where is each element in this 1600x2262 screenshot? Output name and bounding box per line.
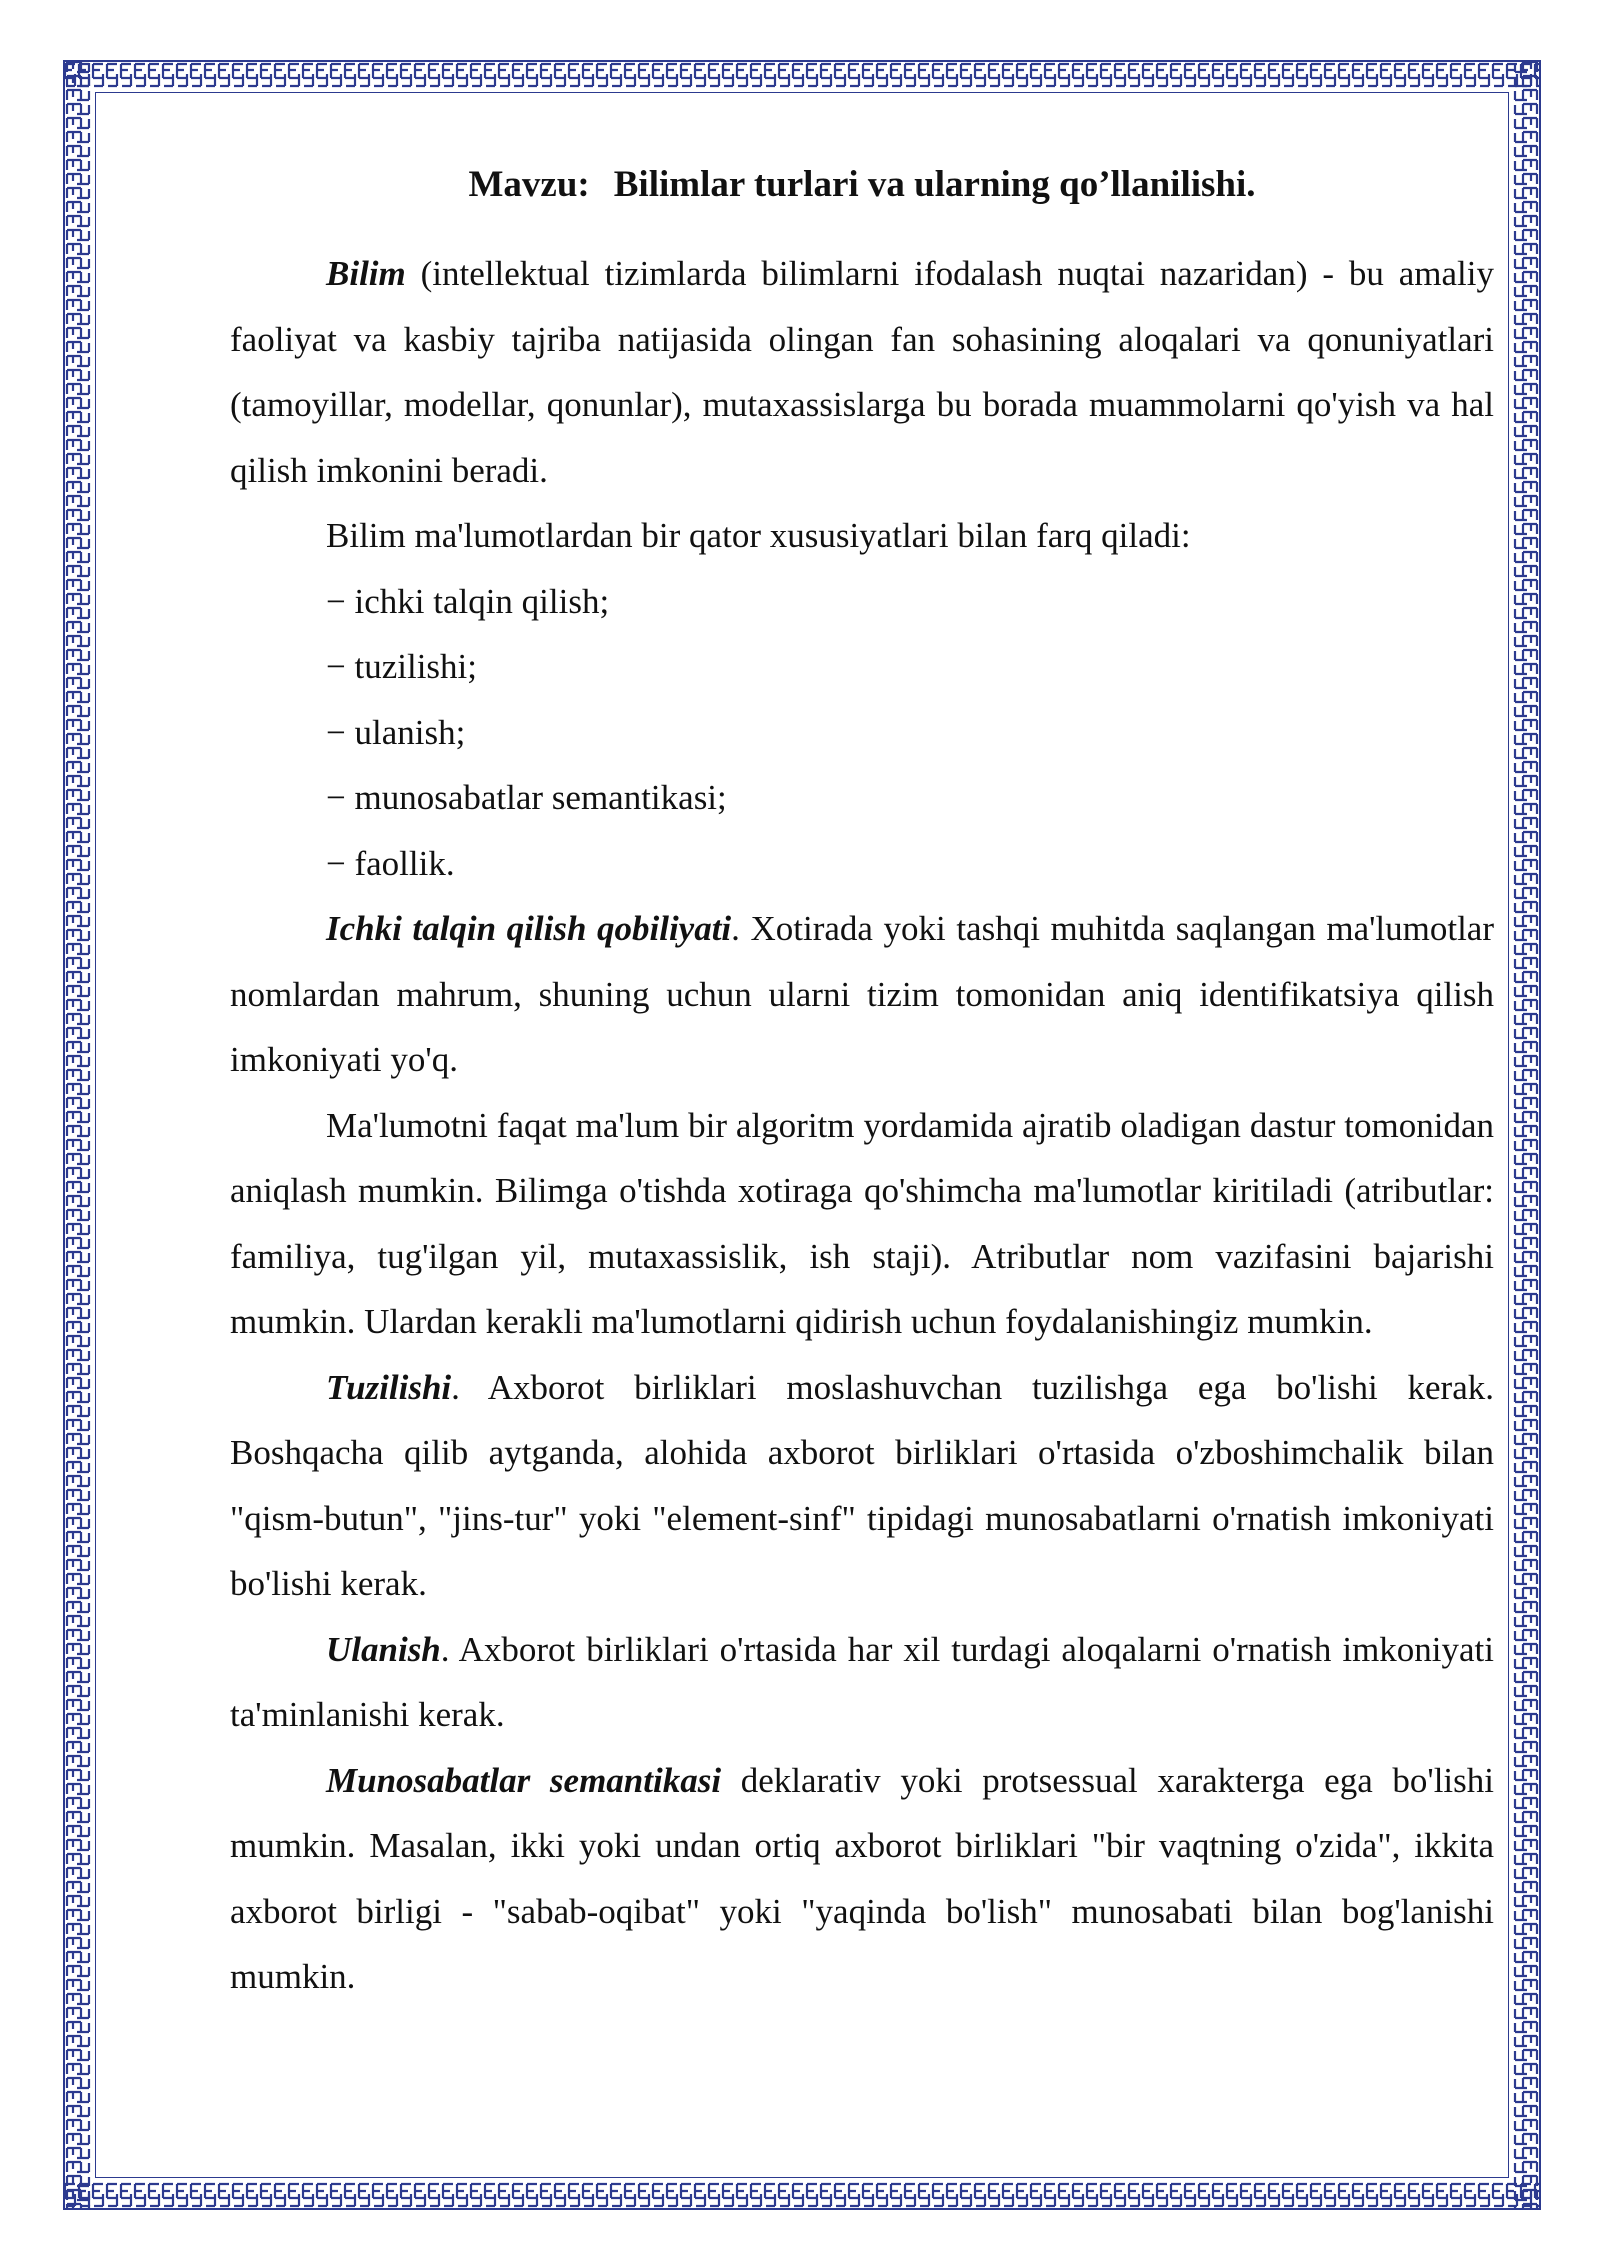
list-item: − ulanish; (326, 712, 466, 752)
paragraph-text: (intellektual tizimlarda bilimlarni ifodalash nuqtai nazaridan) - bu amaliy faoliyat va kasbiy tajriba natijasida olingan fan sohasining aloqalari va qonuniyatlari (tamoyillar, modellar, qonunlar), mutaxassislarga bu borada muammolarni qo'yish va hal qilish imkonini beradi. (230, 254, 1494, 490)
paragraph-definition (230, 241, 1494, 503)
decorative-border-left (63, 60, 95, 2210)
list-item: − tuzilishi; (326, 647, 477, 686)
paragraph-interpretation (230, 896, 1494, 1093)
paragraph-properties-intro (230, 503, 1494, 569)
term-munosabatlar-semantikasi: Munosabatlar semantikasi (326, 1760, 722, 1800)
paragraph-text: . Xotirada yoki tashqi muhitda saqlangan ma'lumotlar nomlardan mahrum, shuning uchun ularni tizim tomonidan aniq identifikatsiya qilish imkoniyati yo'q. (230, 909, 1494, 1079)
paragraph-attributes (230, 1093, 1494, 1355)
term-bilim: Bilim (326, 254, 406, 293)
list-item: − munosabatlar semantikasi; (326, 778, 727, 817)
paragraph-text: Ma'lumotni faqat ma'lum bir algoritm yordamida ajratib oladigan dastur tomonidan aniqlash mumkin. Bilimga o'tishda xotiraga qo'shimcha ma'lumotlar kiritiladi (atributlar: familiya, tug'ilgan yil, mutaxassislik, ish staji). Atributlar nom vazifasini bajarishi mumkin. Ulardan kerakli ma'lumotlarni qidirish uchun foydalanishingiz mumkin. (230, 1105, 1494, 1341)
paragraph-connection (230, 1617, 1494, 1748)
paragraph-text: . Axborot birliklari moslashuvchan tuzilishga ega bo'lishi kerak. Boshqacha qilib aytganda, alohida axborot birliklari o'rtasida o'zboshimchalik bilan "qism-butun", "jins-tur" yoki "element-sinf" tipidagi munosabatlarni o'rnatish imkoniyati bo'lishi kerak. (230, 1367, 1494, 1603)
term-ulanish: Ulanish (326, 1629, 441, 1669)
title-text: Bilimlar turlari va ularning qo’llanilishi. (613, 164, 1256, 205)
paragraph-text: Bilim ma'lumotlardan bir qator xususiyatlari bilan farq qiladi: (326, 516, 1191, 555)
title-label: Mavzu: (468, 164, 590, 205)
document-body (230, 152, 1494, 2010)
decorative-border-right (1509, 60, 1541, 2210)
term-ichki-talqin: Ichki talqin qilish qobiliyati (326, 909, 732, 948)
list-item: − faollik. (326, 843, 455, 883)
paragraph-text: deklarativ yoki protsessual xarakterga ega bo'lishi mumkin. Masalan, ikki yoki undan ortiq axborot birliklari "bir vaqtning o'zida", ikkita axborot birligi - "sabab-oqibat" yoki "yaqinda bo'lish" munosabati bilan bog'lanishi mumkin. (230, 1760, 1494, 1996)
term-tuzilishi: Tuzilishi (326, 1367, 452, 1407)
paragraph-text: . Axborot birliklari o'rtasida har xil turdagi aloqalarni o'rnatish imkoniyati ta'minlanishi kerak. (230, 1629, 1494, 1734)
paragraph-semantics (230, 1748, 1494, 2010)
list-item: − ichki talqin qilish; (326, 581, 610, 621)
paragraph-structure (230, 1355, 1494, 1617)
page-title (230, 152, 1494, 217)
decorative-border-bottom (63, 2178, 1541, 2210)
decorative-border-top (63, 60, 1541, 92)
